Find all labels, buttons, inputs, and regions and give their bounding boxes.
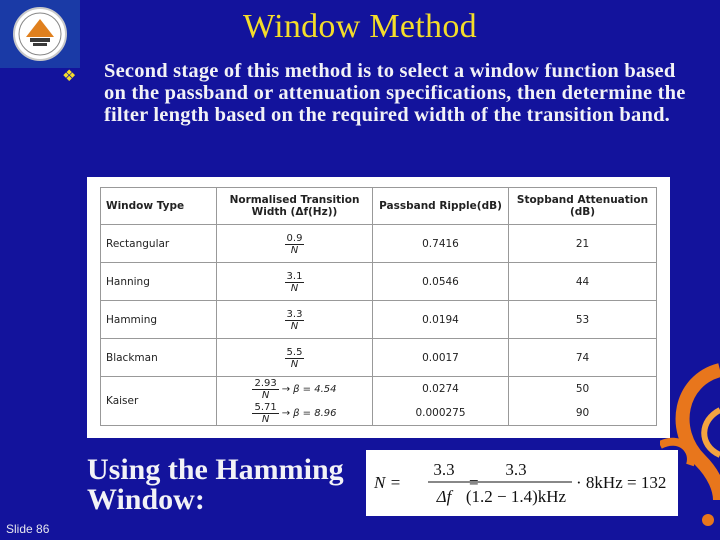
passband-ripple: 0.0546 xyxy=(373,263,509,301)
stopband-attenuation: 21 xyxy=(509,225,657,263)
transition-width xyxy=(217,225,373,263)
fraction-numerator: 3.3 xyxy=(286,308,303,320)
fraction-numerator: 0.9 xyxy=(286,232,303,244)
fraction-denominator: N xyxy=(261,389,270,401)
arrow-right-icon: → xyxy=(281,383,291,395)
formula-frac1-num: 3.3 xyxy=(433,460,455,479)
fraction-denominator: N xyxy=(290,244,299,256)
table-row xyxy=(101,225,657,263)
window-comparison-table xyxy=(100,187,657,426)
formula-frac1-den: Δf xyxy=(436,487,452,506)
beta-value: β = 8.96 xyxy=(293,407,337,419)
attenuation-value: 50 xyxy=(575,383,590,395)
table-row xyxy=(101,263,657,301)
window-name: Blackman xyxy=(101,339,217,377)
transition-width xyxy=(217,377,373,426)
column-header: Stopband Attenuation (dB) xyxy=(509,188,657,225)
passband-ripple: 0.0194 xyxy=(373,301,509,339)
window-name: Kaiser xyxy=(101,377,217,426)
attenuation-value: 90 xyxy=(575,407,590,419)
column-header: Window Type xyxy=(101,188,217,225)
beta-value: β = 4.54 xyxy=(293,383,337,395)
caption-line: Using the Hamming xyxy=(87,453,344,486)
table-row-kaiser xyxy=(101,377,657,426)
window-name: Hamming xyxy=(101,301,217,339)
transition-width xyxy=(217,263,373,301)
formula-equals: = xyxy=(469,473,479,492)
fraction-numerator: 5.71 xyxy=(254,401,277,413)
bullet-text: Second stage of this method is to select a window function based on the passband or attenuation specifications, then determine the filter length based on the required width of the transition band. xyxy=(104,60,686,126)
stopband-attenuation: 74 xyxy=(509,339,657,377)
kaiser-option-b xyxy=(217,401,372,425)
filter-length-formula xyxy=(366,450,678,516)
ripple-value: 0.0274 xyxy=(422,383,459,395)
table-row xyxy=(101,301,657,339)
ripple-value: 0.000275 xyxy=(415,407,466,419)
stopband-attenuation: 44 xyxy=(509,263,657,301)
formula-frac2-den: (1.2 − 1.4)kHz xyxy=(465,487,567,506)
fraction-numerator: 5.5 xyxy=(286,346,303,358)
fraction-numerator: 3.1 xyxy=(286,270,303,282)
slide-number: Slide 86 xyxy=(6,522,50,536)
formula-frac2-num: 3.3 xyxy=(505,460,527,479)
window-name: Rectangular xyxy=(101,225,217,263)
kaiser-option-a xyxy=(217,377,372,401)
column-header: Passband Ripple(dB) xyxy=(373,188,509,225)
formula-lhs: N = xyxy=(374,473,402,492)
table-header-row xyxy=(101,188,657,225)
fraction-denominator: N xyxy=(290,358,299,370)
passband-ripple: 0.7416 xyxy=(373,225,509,263)
slide-title: Window Method xyxy=(243,8,477,45)
passband-ripple xyxy=(373,377,509,426)
column-header: Normalised Transition Width (Δf(Hz)) xyxy=(217,188,373,225)
stopband-attenuation xyxy=(509,377,657,426)
caption-line: Window: xyxy=(87,483,205,516)
window-name: Hanning xyxy=(101,263,217,301)
transition-width xyxy=(217,339,373,377)
bullet-diamond-icon: ❖ xyxy=(62,68,77,85)
formula-tail: · 8kHz = 132 xyxy=(576,473,667,492)
fraction-denominator: N xyxy=(290,320,299,332)
fraction-numerator: 2.93 xyxy=(254,377,277,389)
transition-width xyxy=(217,301,373,339)
table-row xyxy=(101,339,657,377)
fraction-denominator: N xyxy=(290,282,299,294)
arrow-right-icon: → xyxy=(281,407,291,419)
passband-ripple: 0.0017 xyxy=(373,339,509,377)
fraction-denominator: N xyxy=(261,413,270,425)
window-table-card xyxy=(87,177,670,438)
hamming-caption xyxy=(87,455,344,515)
formula-svg xyxy=(366,450,678,516)
stopband-attenuation: 53 xyxy=(509,301,657,339)
